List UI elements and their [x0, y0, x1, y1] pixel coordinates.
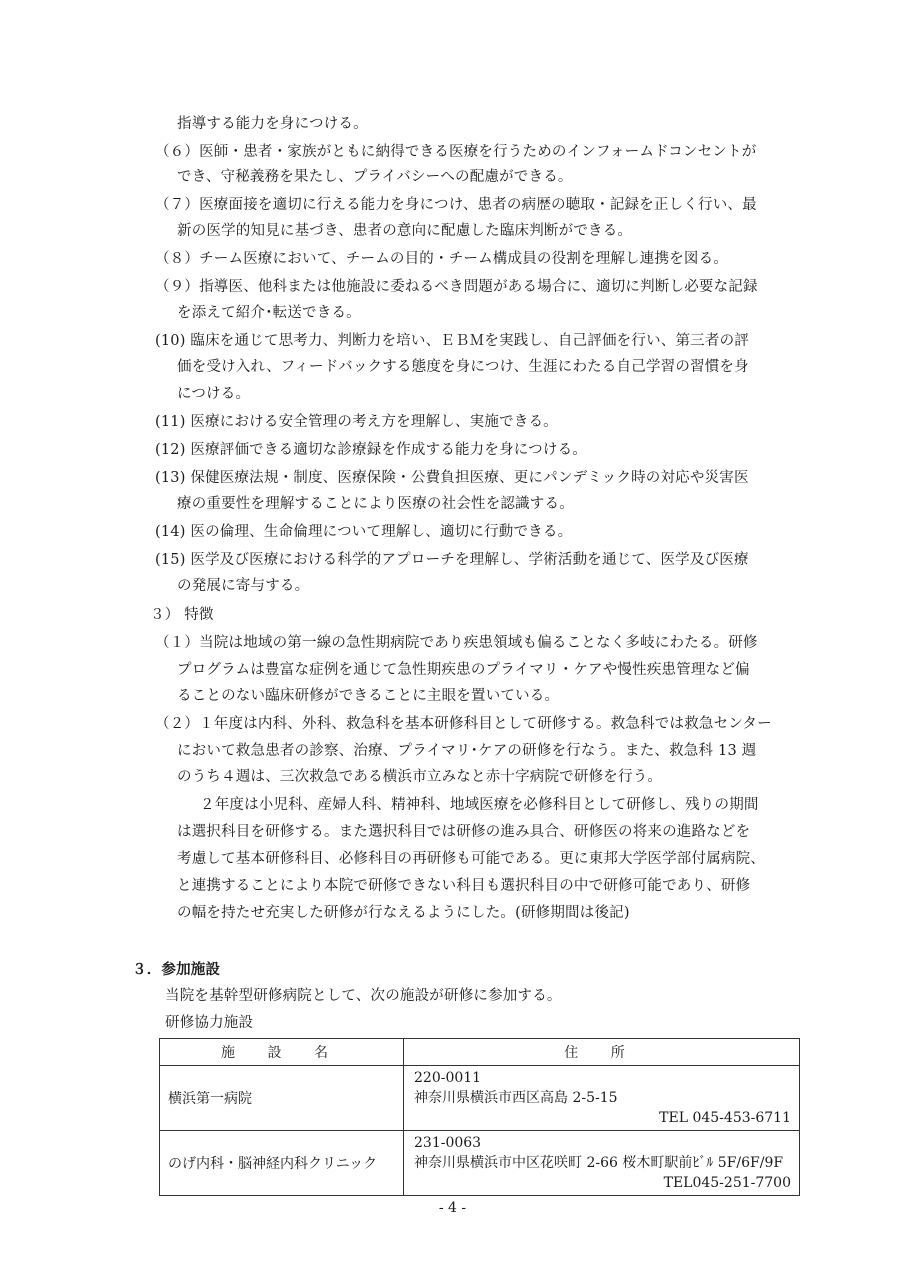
facility-address-cell [404, 1066, 800, 1131]
facility-address-cell [404, 1131, 800, 1196]
address: 神奈川県横浜市中区花咲町 2-66 桜木町駅前ﾋﾞﾙ 5F/6F/9F [414, 1155, 784, 1171]
feature-line: （１）当院は地域の第一線の急性期病院であり疾患領域も偏ることなく多岐にわたる。研修 [155, 635, 758, 651]
objective-line: でき、守秘義務を果たし、プライバシーへの配慮ができる。 [177, 169, 573, 185]
objective-line: （８）チーム医療において、チームの目的・チーム構成員の役割を理解し連携を図る。 [155, 251, 729, 267]
features-heading: ３） 特徴 [150, 607, 214, 623]
feature-line: （２）１年度は内科、外科、救急科を基本研修科目として研修する。救急科では救急センター [155, 716, 772, 732]
feature-line: と連携することにより本院で研修できない科目も選択科目の中で研修可能であり、研修 [177, 878, 751, 894]
feature-line: 考慮して基本研修科目、必修科目の再研修も可能である。更に東邦大学医学部付属病院、 [177, 851, 765, 867]
objective-line: を添えて紹介･転送できる。 [177, 305, 361, 321]
page-number: - 4 - [438, 1200, 467, 1216]
feature-line: は選択科目を研修する。また選択科目では研修の進み具合、研修医の将来の進路などを [177, 824, 751, 840]
objective-line: (11) 医療における安全管理の考え方を理解し、実施できる。 [155, 414, 558, 430]
objective-line: (14) 医の倫理、生命倫理について理解し、適切に行動できる。 [155, 524, 573, 540]
address: 神奈川県横浜市西区高島 2-5-15 [414, 1090, 618, 1106]
objective-line: につける。 [177, 386, 251, 402]
objective-line: （９）指導医、他科または他施設に委ねるべき問題がある場合に、適切に判断し必要な記録 [155, 279, 758, 295]
objective-line: 指導する能力を身につける。 [177, 116, 368, 132]
objective-line: 療の重要性を理解することにより医療の社会性を認識する。 [177, 496, 574, 512]
postal-code: 231-0063 [414, 1135, 482, 1151]
table-caption: 研修協力施設 [165, 1015, 254, 1031]
telephone: TEL045-251-7700 [663, 1175, 791, 1191]
column-header-name: 施 設 名 [160, 1039, 404, 1066]
objective-line: 新の医学的知見に基づき、患者の意向に配慮した臨床判断ができる。 [177, 223, 633, 239]
telephone: TEL 045-453-6711 [659, 1110, 791, 1126]
objective-line: の発展に寄与する。 [177, 578, 310, 594]
objective-line: （６）医師・患者・家族がともに納得できる医療を行うためのインフォームドコンセントが [155, 144, 757, 160]
feature-line: ２年度は小児科、産婦人科、精神科、地域医療を必修科目として研修し、残りの期間 [200, 797, 759, 813]
feature-line: のうち４週は、三次救急である横浜市立みなと赤十字病院で研修を行う。 [177, 769, 663, 785]
section-heading: ３．参加施設 [132, 962, 221, 978]
postal-code: 220-0011 [414, 1070, 482, 1086]
table-row [160, 1131, 800, 1196]
section-intro: 当院を基幹型研修病院として、次の施設が研修に参加する。 [165, 988, 562, 1004]
objective-line: (13) 保健医療法規・制度、医療保険・公費負担医療、更にパンデミック時の対応や災害医 [155, 470, 749, 486]
feature-line: の幅を持たせ充実した研修が行なえるようにした。(研修期間は後記) [177, 905, 630, 921]
table-header-row [160, 1039, 800, 1066]
objective-line: (10) 臨床を通じて思考力、判断力を培い、ＥＢＭを実践し、自己評価を行い、第三者の評 [155, 333, 749, 349]
feature-line: において救急患者の診察、治療、プライマリ･ケアの研修を行なう。また、救急科 13 週 [177, 743, 757, 759]
feature-line: ることのない臨床研修ができることに主眼を置いている。 [177, 688, 560, 704]
feature-line: プログラムは豊富な症例を通じて急性期疾患のプライマリ・ケアや慢性疾患管理など偏 [177, 662, 750, 678]
objective-line: （７）医療面接を適切に行える能力を身につけ、患者の病歴の聴取・記録を正しく行い、最 [155, 197, 757, 213]
objective-line: 価を受け入れ、フィードバックする態度を身につけ、生涯にわたる自己学習の習慣を身 [177, 359, 749, 375]
column-header-address: 住 所 [404, 1039, 800, 1066]
facility-name: 横浜第一病院 [160, 1066, 404, 1131]
table-row [160, 1066, 800, 1131]
objective-line: (12) 医療評価できる適切な診療録を作成する能力を身につける。 [155, 442, 587, 458]
facility-name: のげ内科・脳神経内科クリニック [160, 1131, 404, 1196]
facilities-table [159, 1038, 800, 1196]
objective-line: (15) 医学及び医療における科学的アプローチを理解し、学術活動を通じて、医学及び医療 [155, 552, 749, 568]
